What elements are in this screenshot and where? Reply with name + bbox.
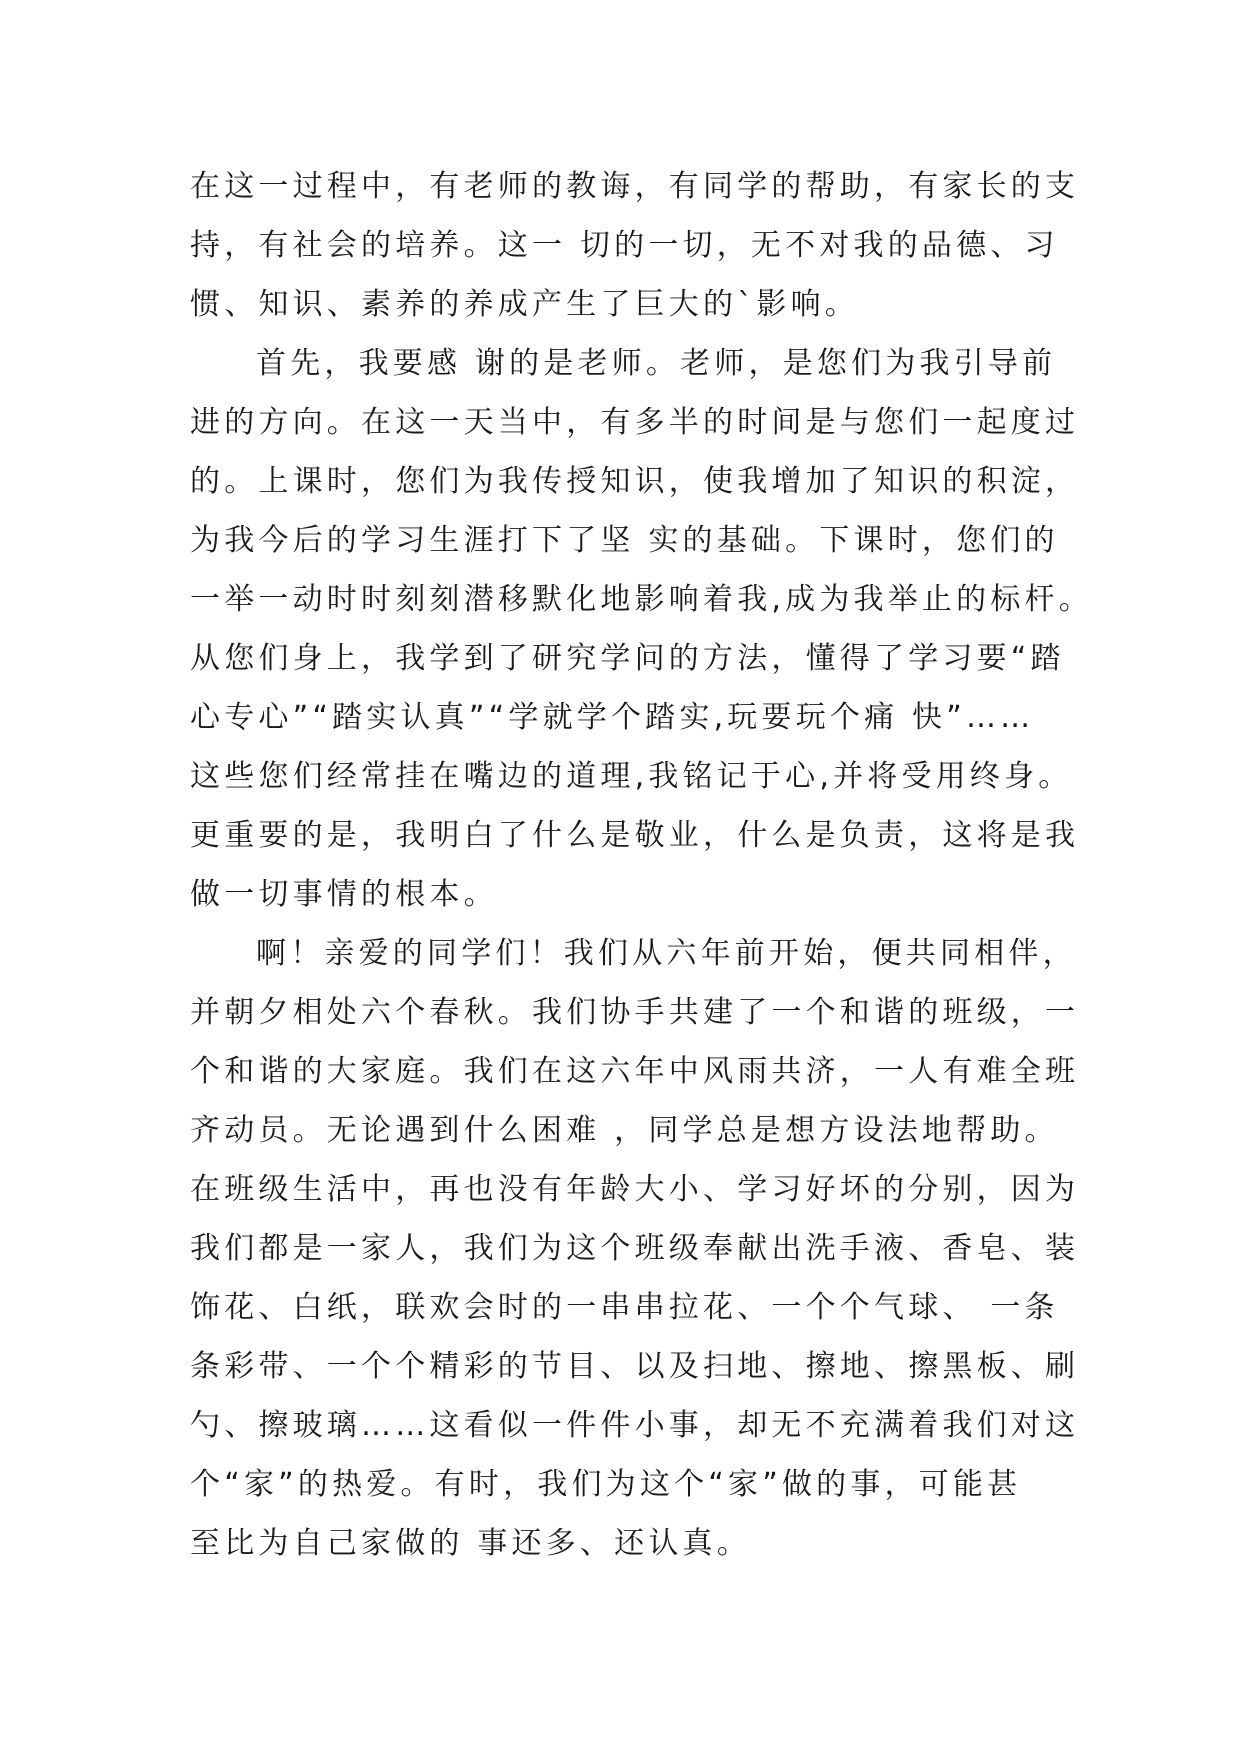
text-line: 我们都是一家人，我们为这个班级奉献出洗手液、香皂、装 bbox=[190, 1231, 1080, 1266]
text-line: 条彩带、一个个精彩的节目、以及扫地、擦地、擦黑板、刷 bbox=[190, 1349, 1080, 1384]
text-line: 饰花、白纸，联欢会时的一串串拉花、一个个气球、 一条 bbox=[190, 1290, 1059, 1325]
text-line: 首先，我要感 谢的是老师。老师，是您们为我引导前 bbox=[256, 346, 1057, 381]
text-line: 从您们身上，我学到了研究学问的方法，懂得了学习要“踏 bbox=[190, 641, 1065, 676]
text-line: 在这一过程中，有老师的教诲，有同学的帮助，有家长的支 bbox=[190, 169, 1080, 204]
text-line: 做一切事情的根本。 bbox=[190, 877, 498, 912]
text-line: 惯、知识、素养的养成产生了巨大的`影响。 bbox=[190, 287, 859, 322]
text-line: 心专心”“踏实认真”“学就学个踏实,玩要玩个痛 快”…… bbox=[190, 700, 1035, 735]
text-line: 个和谐的大家庭。我们在这六年中风雨共济，一人有难全班 bbox=[190, 1054, 1080, 1089]
document-body bbox=[190, 157, 1093, 1573]
text-line: 齐动员。无论遇到什么困难 ，同学总是想方设法地帮助。 bbox=[190, 1113, 1059, 1148]
text-line: 的。上课时，您们为我传授知识，使我增加了知识的积淀， bbox=[190, 464, 1080, 499]
text-line: 进的方向。在这一天当中，有多半的时间是与您们一起度过 bbox=[190, 405, 1080, 440]
text-line: 至比为自己家做的 事还多、还认真。 bbox=[190, 1526, 751, 1561]
text-line: 个“家”的热爱。有时，我们为这个“家”做的事，可能甚 bbox=[190, 1467, 1022, 1502]
text-line: 为我今后的学习生涯打下了坚 实的基础。下课时，您们的 bbox=[190, 523, 1059, 558]
text-line: 啊！亲爱的同学们！我们从六年前开始，便共同相伴， bbox=[256, 936, 1077, 971]
paragraph-1 bbox=[190, 157, 1080, 334]
paragraph-3 bbox=[190, 924, 1080, 1573]
text-line: 并朝夕相处六个春秋。我们协手共建了一个和谐的班级，一 bbox=[190, 995, 1080, 1030]
text-line: 更重要的是，我明白了什么是敬业，什么是负责，这将是我 bbox=[190, 818, 1080, 853]
text-line: 一举一动时时刻刻潜移默化地影响着我,成为我举止的标杆。 bbox=[190, 582, 1093, 617]
text-line: 勺、擦玻璃……这看似一件件小事，却无不充满着我们对这 bbox=[190, 1408, 1080, 1443]
text-line: 在班级生活中，再也没有年龄大小、学习好坏的分别，因为 bbox=[190, 1172, 1080, 1207]
paragraph-2 bbox=[190, 334, 1093, 924]
text-line: 持，有社会的培养。这一 切的一切，无不对我的品德、习 bbox=[190, 228, 1059, 263]
text-line: 这些您们经常挂在嘴边的道理,我铭记于心,并将受用终身。 bbox=[190, 759, 1073, 794]
